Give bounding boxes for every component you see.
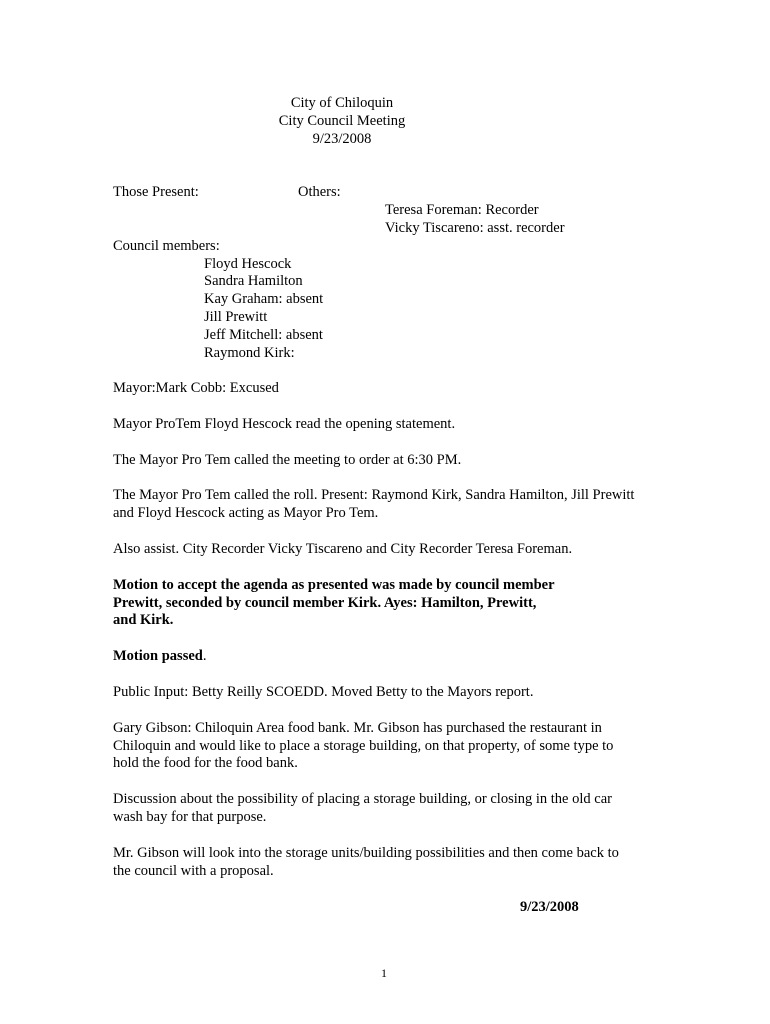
document-city-title: City of Chiloquin (290, 95, 394, 111)
assist-line: Also assist. City Recorder Vicky Tiscareno and City Recorder Teresa Foreman. (113, 541, 573, 557)
document-date: 9/23/2008 (312, 131, 372, 147)
call-to-order: The Mayor Pro Tem called the meeting to order at 6:30 PM. (113, 452, 462, 468)
discussion-line: wash bay for that purpose. (113, 809, 267, 825)
gibson-line: Chiloquin and would like to place a storage building, on that property, of some type to (113, 738, 614, 754)
discussion-line: Discussion about the possibility of placing a storage building, or closing in the old car (113, 791, 612, 807)
gibson-line: Gary Gibson: Chiloquin Area food bank. Mr. Gibson has purchased the restaurant in (113, 720, 602, 736)
gibson-line: hold the food for the food bank. (113, 755, 298, 771)
page-number: 1 (381, 966, 387, 980)
mayor-line: Mayor:Mark Cobb: Excused (113, 380, 279, 396)
document-meeting-title: City Council Meeting (278, 113, 406, 129)
council-member-item: Jeff Mitchell: absent (204, 327, 323, 343)
footer-date: 9/23/2008 (520, 899, 579, 915)
others-label: Others: (298, 184, 341, 200)
motion-passed-period: . (202, 648, 207, 664)
council-member-item: Raymond Kirk: (204, 345, 295, 361)
motion-passed (113, 647, 206, 665)
motion-line: Motion to accept the agenda as presented was made by council member (113, 577, 555, 593)
opening-statement: Mayor ProTem Floyd Hescock read the opening statement. (113, 416, 456, 432)
followup-line: Mr. Gibson will look into the storage units/building possibilities and then come back to (113, 845, 619, 861)
council-member-item: Kay Graham: absent (204, 291, 324, 307)
council-member-item: Sandra Hamilton (204, 273, 303, 289)
motion-line: and Kirk. (113, 612, 174, 628)
others-item: Vicky Tiscareno: asst. recorder (385, 220, 565, 236)
followup-line: the council with a proposal. (113, 863, 274, 879)
others-item: Teresa Foreman: Recorder (385, 202, 539, 218)
council-members-label: Council members: (113, 238, 220, 254)
council-member-item: Jill Prewitt (204, 309, 268, 325)
roll-call-line: and Floyd Hescock acting as Mayor Pro Tem. (113, 505, 379, 521)
council-member-item: Floyd Hescock (204, 256, 292, 272)
those-present-label: Those Present: (113, 184, 199, 200)
motion-passed-bold: Motion passed (113, 648, 203, 664)
public-input-line: Public Input: Betty Reilly SCOEDD. Moved Betty to the Mayors report. (113, 684, 534, 700)
motion-line: Prewitt, seconded by council member Kirk. Ayes: Hamilton, Prewitt, (113, 595, 537, 611)
roll-call-line: The Mayor Pro Tem called the roll. Present: Raymond Kirk, Sandra Hamilton, Jill Prewitt (113, 487, 635, 503)
